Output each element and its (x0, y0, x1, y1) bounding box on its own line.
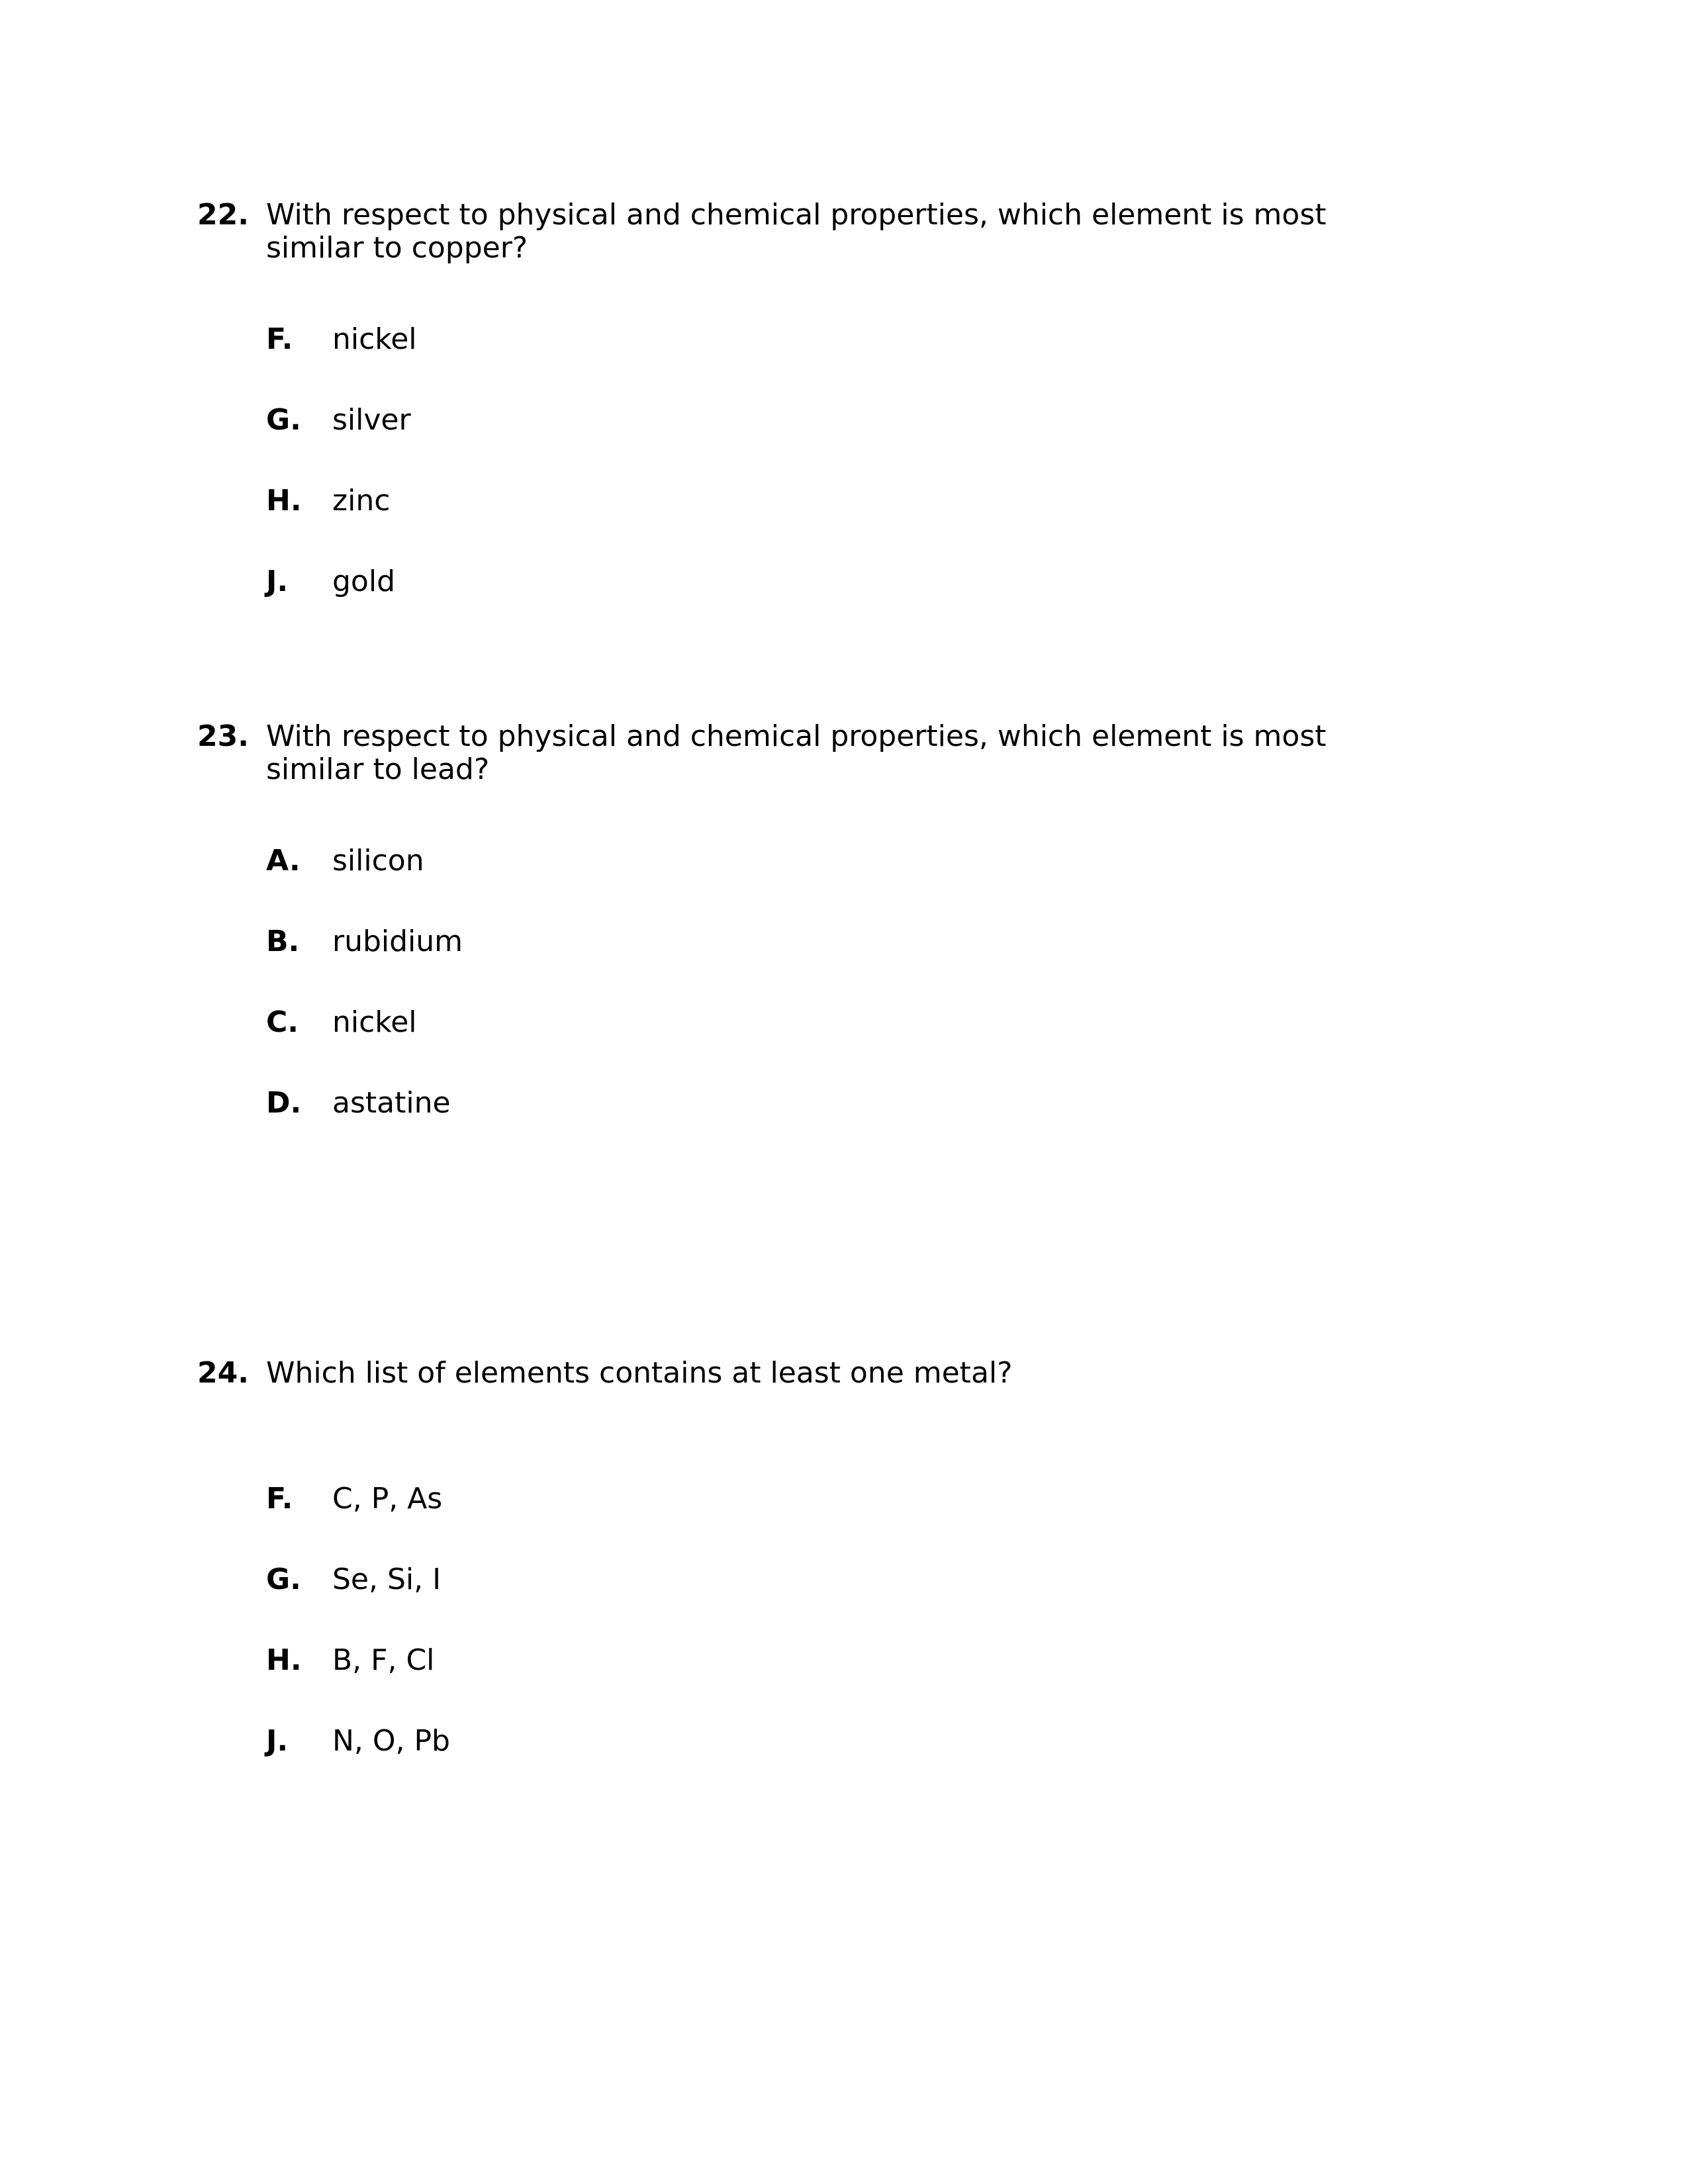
answer-choice-d[interactable] (266, 1087, 1060, 1120)
answer-choice-h[interactable] (266, 484, 1060, 518)
choice-letter: F. (266, 1482, 293, 1516)
choice-letter: G. (266, 1563, 301, 1596)
question-number: 24. (197, 1356, 249, 1390)
choice-text: nickel (332, 322, 417, 356)
choice-text: B, F, Cl (332, 1643, 435, 1677)
choice-letter: H. (266, 1643, 302, 1677)
question-number: 22. (197, 198, 249, 232)
answer-choice-j[interactable] (266, 565, 1060, 598)
answer-choice-f[interactable] (266, 323, 1060, 356)
choice-letter: H. (266, 484, 302, 518)
choice-text: Se, Si, I (332, 1563, 442, 1596)
choice-text: N, O, Pb (332, 1724, 450, 1758)
choice-text: silicon (332, 844, 424, 878)
choice-text: silver (332, 403, 411, 437)
choice-letter: C. (266, 1005, 299, 1039)
choice-text: zinc (332, 484, 391, 518)
choice-text: gold (332, 565, 396, 598)
answer-choice-h[interactable] (266, 1644, 1060, 1677)
choice-text: nickel (332, 1005, 417, 1039)
choice-letter: J. (266, 565, 289, 598)
answer-choice-g[interactable] (266, 1563, 1060, 1596)
answer-choice-j[interactable] (266, 1725, 1060, 1758)
choice-letter: D. (266, 1086, 302, 1120)
choice-letter: B. (266, 925, 300, 958)
question-stem: Which list of elements contains at least one metal? (266, 1356, 1013, 1390)
choice-text: rubidium (332, 925, 463, 958)
question-number: 23. (197, 719, 249, 753)
answer-choice-g[interactable] (266, 404, 1060, 437)
question-stem: With respect to physical and chemical properties, which element is most similar to lead? (266, 719, 1327, 786)
choice-letter: F. (266, 322, 293, 356)
answer-choice-a[interactable] (266, 844, 1060, 878)
answer-choice-b[interactable] (266, 925, 1060, 958)
choice-text: C, P, As (332, 1482, 443, 1516)
choice-text: astatine (332, 1086, 451, 1120)
question-stem: With respect to physical and chemical properties, which element is most similar to copper? (266, 198, 1327, 265)
answer-choice-c[interactable] (266, 1006, 1060, 1039)
choice-letter: G. (266, 403, 301, 437)
choice-letter: J. (266, 1724, 289, 1758)
answer-choice-f[interactable] (266, 1482, 1060, 1516)
choice-letter: A. (266, 844, 301, 878)
